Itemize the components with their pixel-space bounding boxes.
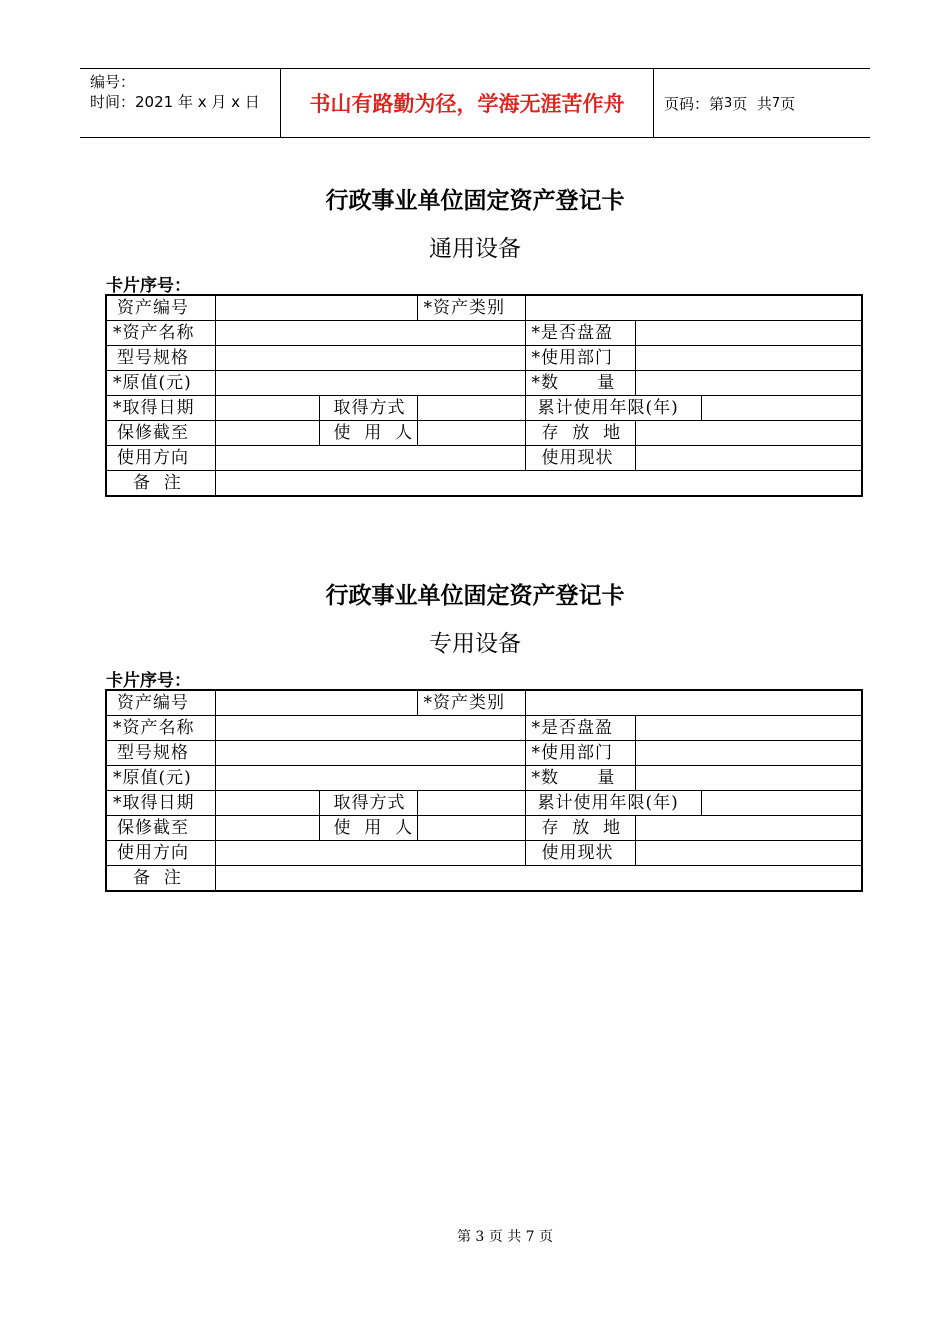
page-mid: 页 共 [732, 94, 772, 113]
usage-direction-value[interactable] [215, 446, 525, 471]
asset-card-table [105, 689, 863, 892]
model-spec-label: 型号规格 [106, 346, 215, 371]
table-row [106, 421, 862, 446]
remarks-value[interactable] [215, 471, 862, 497]
using-dept-value[interactable] [635, 346, 862, 371]
original-value-value[interactable] [215, 766, 525, 791]
years-used-label: 累计使用年限(年) [525, 396, 701, 421]
years-used-value[interactable] [701, 791, 862, 816]
card-title: 行政事业单位固定资产登记卡 [325, 188, 625, 214]
inventory-surplus-value[interactable] [635, 321, 862, 346]
time-label: 时间：2021 年 x 月 x 日 [90, 93, 260, 111]
usage-status-label: 使用现状 [525, 841, 635, 866]
quantity-value[interactable] [635, 371, 862, 396]
header-meta [80, 69, 281, 137]
acquire-method-value[interactable] [417, 396, 525, 421]
using-dept-label: *使用部门 [525, 346, 635, 371]
model-spec-label: 型号规格 [106, 741, 215, 766]
table-row [106, 791, 862, 816]
usage-status-label: 使用现状 [525, 446, 635, 471]
warranty-value[interactable] [215, 421, 319, 446]
years-used-label: 累计使用年限(年) [525, 791, 701, 816]
header-page-info [654, 69, 870, 137]
table-row [106, 866, 862, 892]
page-header [80, 68, 870, 138]
table-row [106, 295, 862, 321]
location-value[interactable] [635, 816, 862, 841]
card-number-label: 卡片序号： [106, 276, 191, 296]
acquire-date-value[interactable] [215, 791, 319, 816]
warranty-value[interactable] [215, 816, 319, 841]
usage-direction-label: 使用方向 [106, 841, 215, 866]
page-total: 7 [771, 95, 781, 111]
card-title: 行政事业单位固定资产登记卡 [325, 583, 625, 609]
table-row [106, 371, 862, 396]
acquire-method-label: 取得方式 [319, 396, 417, 421]
asset-no-value[interactable] [215, 690, 417, 716]
inventory-surplus-value[interactable] [635, 716, 862, 741]
usage-direction-value[interactable] [215, 841, 525, 866]
original-value-label: *原值(元) [106, 371, 215, 396]
page-current: 3 [724, 95, 733, 111]
asset-no-label: 资产编号 [106, 295, 215, 321]
original-value-value[interactable] [215, 371, 525, 396]
header-motto: 书山有路勤为径，学海无涯苦作舟 [281, 69, 654, 137]
acquire-method-label: 取得方式 [319, 791, 417, 816]
table-row [106, 741, 862, 766]
quantity-label: *数 量 [525, 766, 635, 791]
asset-name-label: *资产名称 [106, 716, 215, 741]
asset-no-label: 资产编号 [106, 690, 215, 716]
user-value[interactable] [417, 816, 525, 841]
asset-name-value[interactable] [215, 716, 525, 741]
usage-direction-label: 使用方向 [106, 446, 215, 471]
table-row [106, 321, 862, 346]
location-value[interactable] [635, 421, 862, 446]
location-label: 存 放 地 [525, 816, 635, 841]
acquire-date-value[interactable] [215, 396, 319, 421]
card-number-label: 卡片序号： [106, 671, 191, 691]
table-row [106, 816, 862, 841]
table-row [106, 690, 862, 716]
table-row [106, 396, 862, 421]
asset-name-value[interactable] [215, 321, 525, 346]
inventory-surplus-label: *是否盘盈 [525, 716, 635, 741]
usage-status-value[interactable] [635, 841, 862, 866]
table-row [106, 346, 862, 371]
acquire-date-label: *取得日期 [106, 396, 215, 421]
remarks-label: 备 注 [106, 866, 215, 892]
user-label: 使 用 人 [319, 421, 417, 446]
asset-card-table [105, 294, 863, 497]
page-suffix: 页 [780, 94, 796, 113]
user-value[interactable] [417, 421, 525, 446]
table-row [106, 841, 862, 866]
asset-category-value[interactable] [525, 690, 862, 716]
asset-name-label: *资产名称 [106, 321, 215, 346]
years-used-value[interactable] [701, 396, 862, 421]
using-dept-label: *使用部门 [525, 741, 635, 766]
warranty-label: 保修截至 [106, 816, 215, 841]
table-row [106, 471, 862, 497]
model-spec-value[interactable] [215, 346, 525, 371]
card-subtitle: 专用设备 [429, 631, 521, 657]
warranty-label: 保修截至 [106, 421, 215, 446]
asset-category-value[interactable] [525, 295, 862, 321]
acquire-method-value[interactable] [417, 791, 525, 816]
acquire-date-label: *取得日期 [106, 791, 215, 816]
quantity-label: *数 量 [525, 371, 635, 396]
asset-no-value[interactable] [215, 295, 417, 321]
location-label: 存 放 地 [525, 421, 635, 446]
page-footer: 第 3 页 共 7 页 [456, 1229, 554, 1245]
table-row [106, 766, 862, 791]
model-spec-value[interactable] [215, 741, 525, 766]
inventory-surplus-label: *是否盘盈 [525, 321, 635, 346]
asset-category-label: *资产类别 [417, 295, 525, 321]
table-row [106, 716, 862, 741]
original-value-label: *原值(元) [106, 766, 215, 791]
using-dept-value[interactable] [635, 741, 862, 766]
table-row [106, 446, 862, 471]
usage-status-value[interactable] [635, 446, 862, 471]
page-prefix: 页码：第 [664, 94, 725, 113]
user-label: 使 用 人 [319, 816, 417, 841]
remarks-value[interactable] [215, 866, 862, 892]
asset-category-label: *资产类别 [417, 690, 525, 716]
remarks-label: 备 注 [106, 471, 215, 497]
quantity-value[interactable] [635, 766, 862, 791]
card-subtitle: 通用设备 [429, 236, 521, 262]
number-label: 编号： [90, 73, 136, 91]
